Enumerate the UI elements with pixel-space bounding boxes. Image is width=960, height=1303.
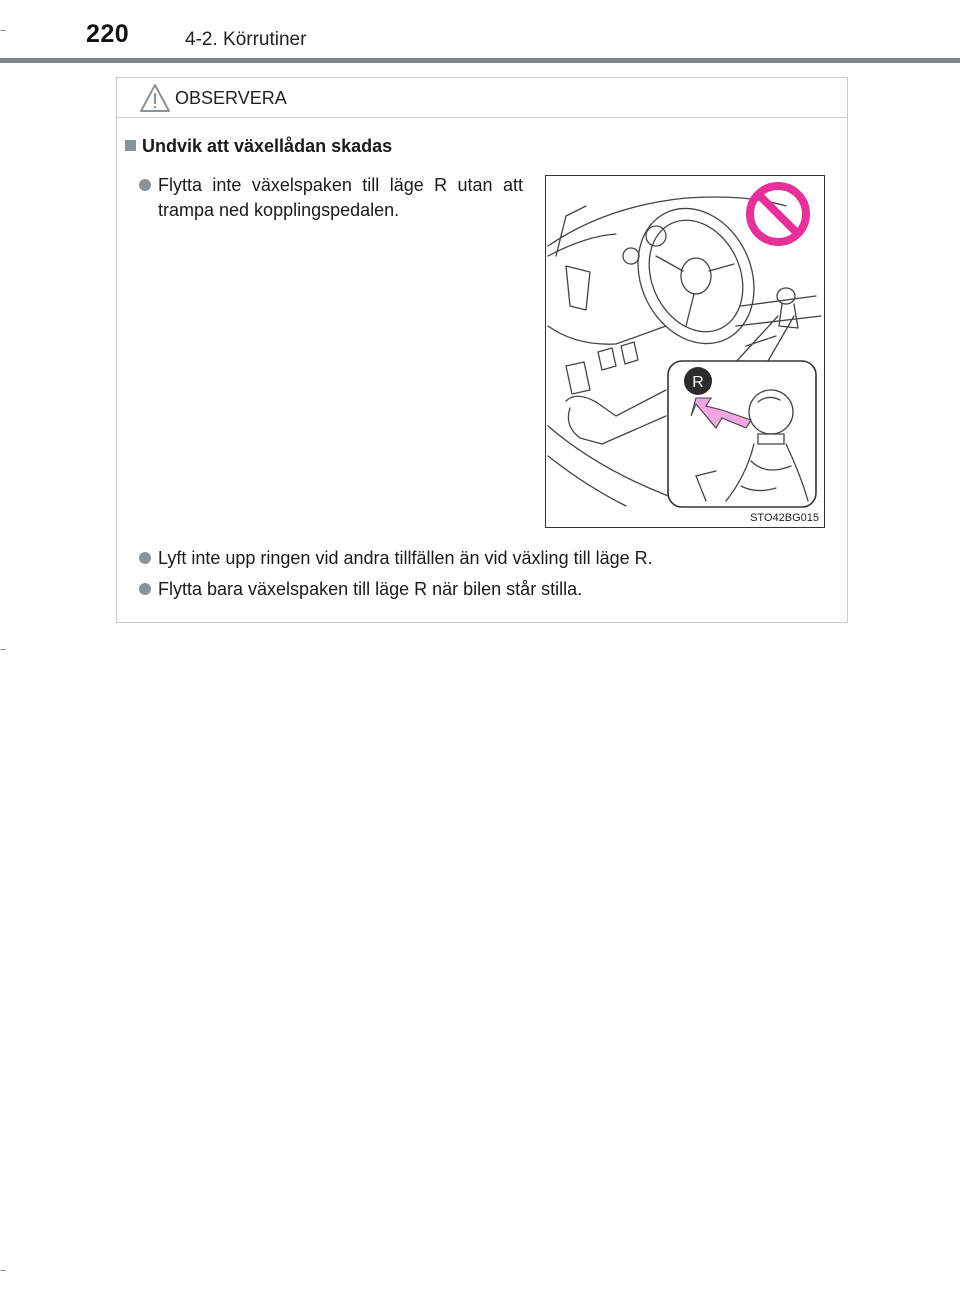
page-number: 220	[86, 20, 130, 48]
section-heading	[125, 136, 392, 157]
bullet-dot-icon	[139, 179, 151, 191]
section-heading-text: Undvik att växellådan skadas	[142, 136, 393, 156]
crop-mark	[0, 1270, 6, 1271]
caution-box	[116, 77, 848, 623]
caution-header	[117, 78, 847, 118]
illustration-drawing	[546, 176, 825, 528]
bullet-dot-icon	[139, 583, 151, 595]
list-item	[139, 577, 819, 602]
page-header	[0, 0, 960, 64]
crop-mark	[0, 649, 6, 650]
square-bullet-icon	[125, 140, 136, 151]
gear-label: R	[692, 374, 704, 391]
illustration-gear-shift	[545, 175, 825, 528]
caution-title: OBSERVERA	[175, 88, 287, 108]
list-item-text: Flytta bara växelspaken till läge R när bilen står stilla.	[158, 579, 583, 599]
figure-code: STO42BG015	[750, 512, 819, 524]
list-item-text: Flytta inte växelspaken till läge R utan att trampa ned kopplingspedalen.	[158, 175, 523, 220]
prohibited-icon	[750, 186, 806, 242]
chapter-title: 4-2. Körrutiner	[185, 29, 307, 50]
list-item	[139, 546, 819, 571]
bullet-dot-icon	[139, 552, 151, 564]
header-rule	[0, 58, 960, 63]
warning-triangle-icon	[139, 83, 171, 113]
list-item-text: Lyft inte upp ringen vid andra tillfällen än vid växling till läge R.	[158, 548, 653, 568]
list-item	[139, 173, 523, 223]
